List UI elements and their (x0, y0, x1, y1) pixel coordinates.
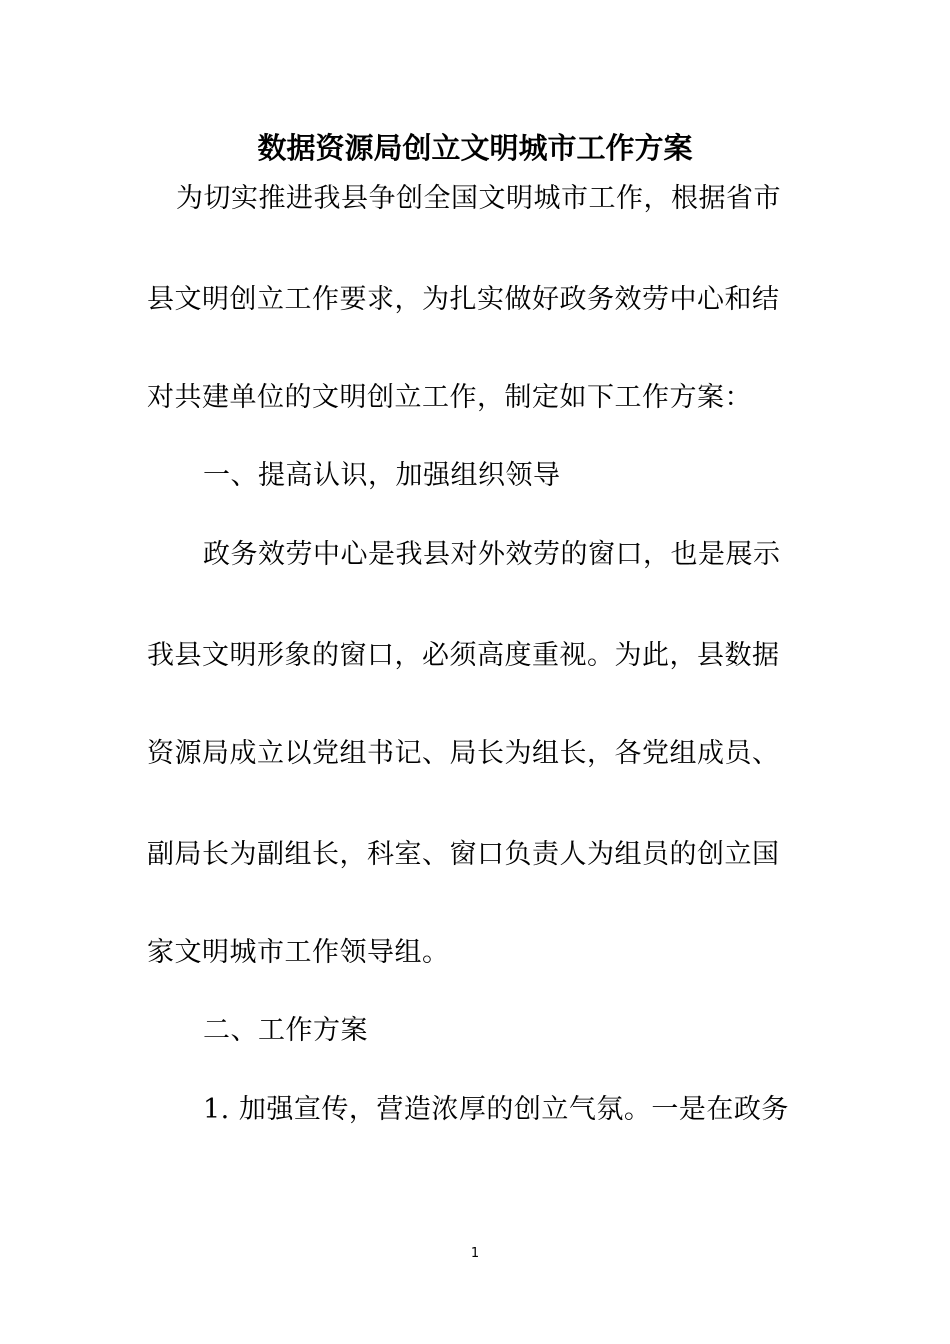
body-line: 副局长为副组长，科室、窗口负责人为组员的创立国 (147, 839, 780, 870)
body-line: 家文明城市工作领导组。 (147, 937, 450, 968)
body-line: 我县文明形象的窗口，必须高度重视。为此，县数据 (147, 640, 780, 671)
section-heading: 一、提高认识，加强组织领导 (203, 460, 561, 491)
page-number: 1 (470, 1246, 480, 1261)
body-line: 1. 加强宣传，营造浓厚的创立气氛。一是在政务 (203, 1094, 789, 1125)
section-heading: 二、工作方案 (203, 1015, 368, 1046)
body-line: 对共建单位的文明创立工作，制定如下工作方案： (147, 382, 752, 413)
body-line: 资源局成立以党组书记、局长为组长，各党组成员、 (147, 738, 780, 769)
body-line: 为切实推进我县争创全国文明城市工作，根据省市 (176, 183, 781, 214)
body-line: 县文明创立工作要求，为扎实做好政务效劳中心和结 (147, 284, 780, 315)
document-title: 数据资源局创立文明城市工作方案 (257, 131, 693, 165)
body-line: 政务效劳中心是我县对外效劳的窗口，也是展示 (203, 539, 781, 570)
